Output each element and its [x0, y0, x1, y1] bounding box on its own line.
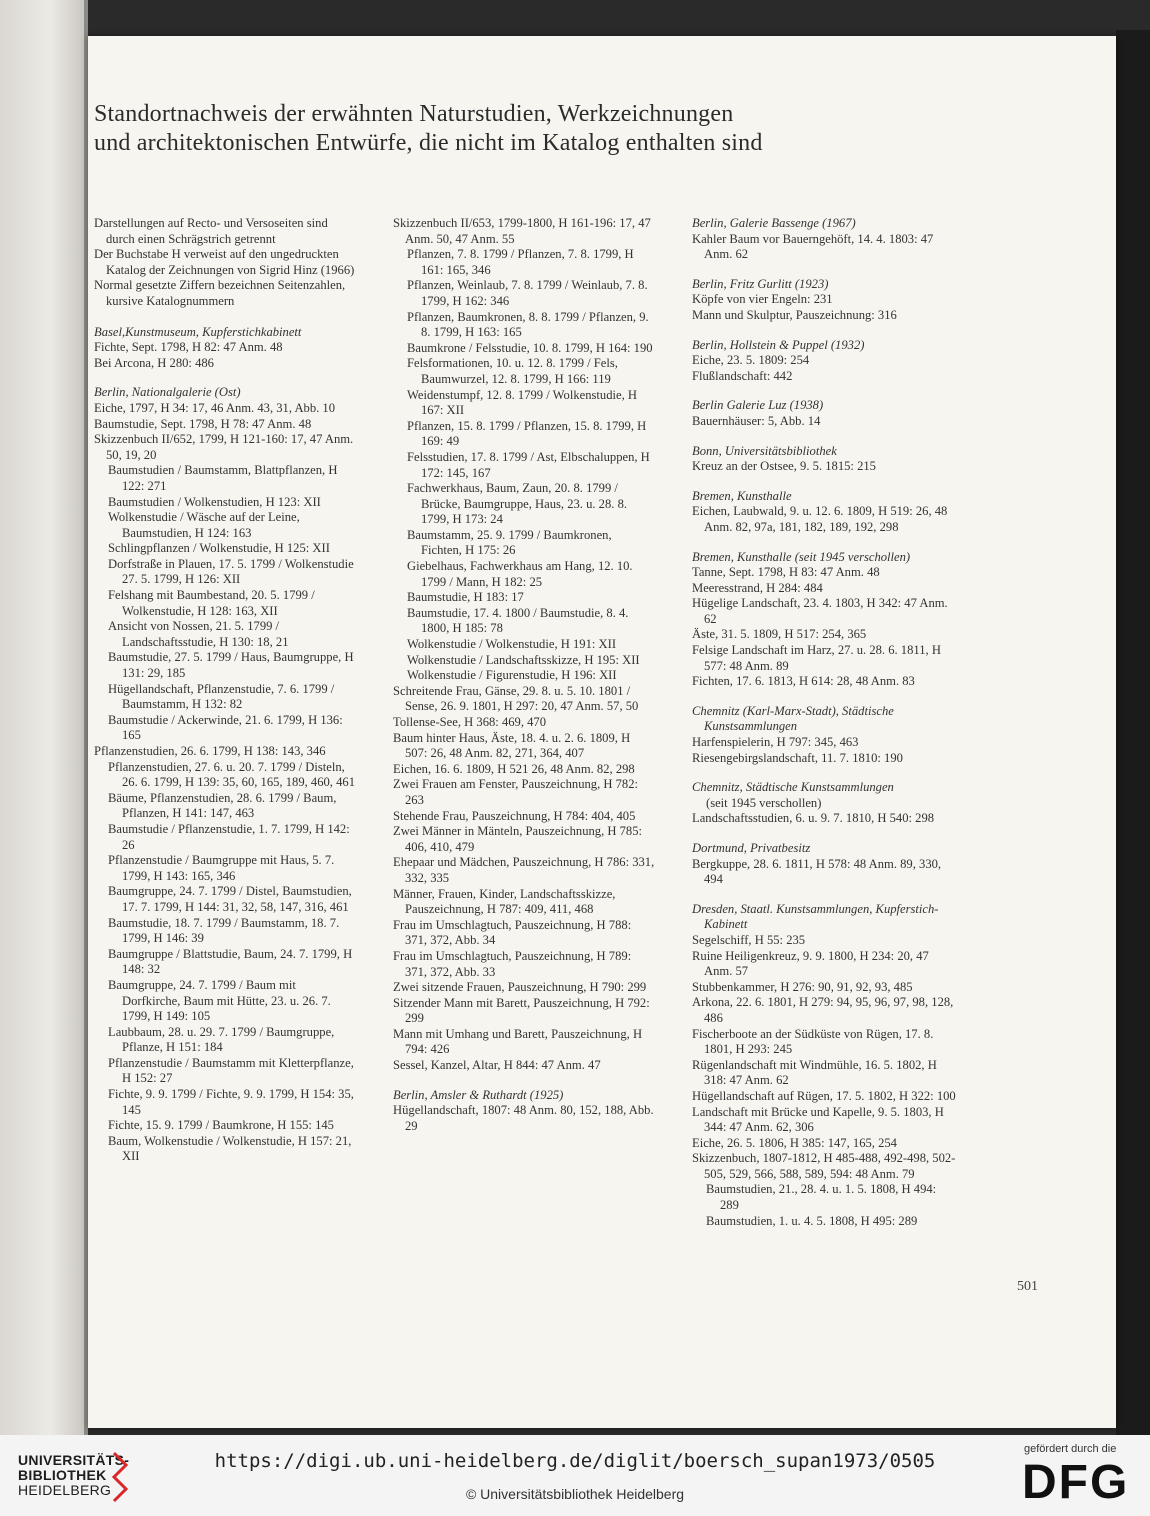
sub-entry: Ansicht von Nossen, 21. 5. 1799 / Landschaftsstudie, H 130: 18, 21 — [108, 619, 289, 649]
sub-entry: Baumkrone / Felsstudie, 10. 8. 1799, H 164: 190 — [407, 340, 653, 355]
entry: Schreitende Frau, Gänse, 29. 8. u. 5. 10. 1801 / Sense, 26. 9. 1801, H 297: 20, 47 Anm. 57, 50 — [393, 683, 639, 714]
entry: Männer, Frauen, Kinder, Landschaftsskizze, Pauszeichnung, H 787: 409, 411, 468 — [393, 886, 616, 917]
entry: Bauernhäuser: 5, Abb. 14 — [692, 413, 821, 428]
entry: Skizzenbuch, 1807-1812, H 485-488, 492-498, 502-505, 529, 566, 588, 589, 594: 48 Anm. 79 — [692, 1151, 956, 1181]
sub-entry: Pflanzenstudie / Baumgruppe mit Haus, 5. 7. 1799, H 143: 165, 346 — [108, 853, 335, 883]
entry: Fichte, Sept. 1798, H 82: 47 Anm. 48 — [94, 340, 283, 355]
location-heading: Dortmund, Privatbesitz — [692, 841, 811, 855]
sub-entry: Baumstudien / Baumstamm, Blattpflanzen, H 122: 271 — [108, 463, 338, 493]
entry: Fichten, 17. 6. 1813, H 614: 28, 48 Anm. 83 — [692, 674, 915, 689]
entry: Sitzender Mann mit Barett, Pauszeichnung, H 792: 299 — [393, 995, 650, 1026]
right-page-edge — [1116, 30, 1150, 1435]
entry: Eichen, Laubwald, 9. u. 12. 6. 1809, H 519: 26, 48 Anm. 82, 97a, 181, 182, 189, 192, 298 — [692, 504, 948, 534]
sub-entry: Baumgruppe / Blattstudie, Baum, 24. 7. 1799, H 148: 32 — [108, 946, 353, 977]
sub-entry: Bäume, Pflanzenstudien, 28. 6. 1799 / Baum, Pflanzen, H 141: 147, 463 — [108, 790, 337, 821]
sub-entry: Dorfstraße in Plauen, 17. 5. 1799 / Wolkenstudie 27. 5. 1799, H 126: XII — [108, 556, 354, 587]
sub-entry: Baumstamm, 25. 9. 1799 / Baumkronen, Fichten, H 175: 26 — [407, 527, 612, 558]
entry: Bergkuppe, 28. 6. 1811, H 578: 48 Anm. 89, 330, 494 — [692, 856, 942, 887]
sub-entry: Hügellandschaft, Pflanzenstudie, 7. 6. 1799 / Baumstamm, H 132: 82 — [108, 681, 335, 712]
permalink-url[interactable]: https://digi.ub.uni-heidelberg.de/diglit/boersch_supan1973/0505 — [214, 1450, 936, 1472]
entry: Tanne, Sept. 1798, H 83: 47 Anm. 48 — [692, 565, 880, 580]
sub-entry: Laubbaum, 28. u. 29. 7. 1799 / Baumgruppe, Pflanze, H 151: 184 — [108, 1024, 335, 1055]
sub-entry: Wolkenstudie / Figurenstudie, H 196: XII — [407, 668, 617, 683]
entry: Stehende Frau, Pauszeichnung, H 784: 404, 405 — [393, 808, 636, 823]
entry: Eiche, 23. 5. 1809: 254 — [692, 353, 810, 368]
intro-text: Der Buchstabe H verweist auf den ungedruckten Katalog der Zeichnungen von Sigrid Hinz (1966) — [94, 247, 355, 277]
sub-entry: Felsformationen, 10. u. 12. 8. 1799 / Fels, Baumwurzel, 12. 8. 1799, H 166: 119 — [407, 356, 618, 386]
entry: Kreuz an der Ostsee, 9. 5. 1815: 215 — [692, 459, 876, 474]
entry: Ehepaar und Mädchen, Pauszeichnung, H 786: 331, 332, 335 — [393, 855, 655, 885]
entry: Frau im Umschlagtuch, Pauszeichnung, H 789: 371, 372, Abb. 33 — [393, 948, 632, 979]
entry: Skizzenbuch II/653, 1799-1800, H 161-196: 17, 47 Anm. 50, 47 Anm. 55 — [393, 216, 651, 246]
entry: Felsige Landschaft im Harz, 27. u. 28. 6. 1811, H 577: 48 Anm. 89 — [692, 643, 941, 673]
page-title — [94, 100, 994, 158]
sub-entry: Pflanzen, Baumkronen, 8. 8. 1799 / Pflanzen, 9. 8. 1799, H 163: 165 — [407, 309, 649, 340]
sub-entry: Felshang mit Baumbestand, 20. 5. 1799 / Wolkenstudie, H 128: 163, XII — [108, 588, 315, 618]
sub-entry: Pflanzen, 15. 8. 1799 / Pflanzen, 15. 8. 1799, H 169: 49 — [407, 418, 647, 449]
page-number: 501 — [1017, 1279, 1038, 1294]
sub-entry: Baumstudien / Wolkenstudien, H 123: XII — [108, 494, 321, 509]
location-heading: Bonn, Universitätsbibliothek — [692, 443, 837, 458]
sub-entry: Baum, Wolkenstudie / Wolkenstudie, H 157: 21, XII — [108, 1133, 352, 1164]
entry: Flußlandschaft: 442 — [692, 368, 793, 383]
location-heading: Berlin, Hollstein & Puppel (1932) — [692, 337, 865, 352]
sub-entry: Fichte, 15. 9. 1799 / Baumkrone, H 155: 145 — [108, 1118, 334, 1133]
left-page-edge — [0, 0, 84, 1435]
sub-entry: Giebelhaus, Fachwerkhaus am Hang, 12. 10. 1799 / Mann, H 182: 25 — [407, 559, 633, 589]
entry: Zwei sitzende Frauen, Pauszeichnung, H 790: 299 — [393, 980, 647, 995]
location-heading: Berlin, Fritz Gurlitt (1923) — [692, 276, 829, 291]
entry: Zwei Männer in Mänteln, Pauszeichnung, H 785: 406, 410, 479 — [393, 824, 643, 854]
funding-caption: gefördert durch die — [1024, 1443, 1117, 1455]
sub-entry: Baumstudie, 18. 7. 1799 / Baumstamm, 18. 7. 1799, H 146: 39 — [108, 915, 340, 946]
entry: Landschaftsstudien, 6. u. 9. 7. 1810, H 540: 298 — [692, 811, 935, 826]
entry: Äste, 31. 5. 1809, H 517: 254, 365 — [692, 627, 867, 642]
location-heading: Bremen, Kunsthalle — [692, 488, 792, 503]
entry: Rügenlandschaft mit Windmühle, 16. 5. 1802, H 318: 47 Anm. 62 — [692, 1057, 937, 1088]
sub-entry: Baumstudie / Ackerwinde, 21. 6. 1799, H 136: 165 — [108, 712, 343, 743]
entry: Eiche, 26. 5. 1806, H 385: 147, 165, 254 — [692, 1135, 897, 1150]
location-heading: Bremen, Kunsthalle (seit 1945 verschollen) — [692, 549, 911, 564]
sub-entry: Baumstudien, 1. u. 4. 5. 1808, H 495: 289 — [706, 1213, 918, 1228]
entry: Mann mit Umhang und Barett, Pauszeichnung, H 794: 426 — [393, 1026, 643, 1057]
entry: Tollense-See, H 368: 469, 470 — [393, 715, 547, 729]
intro-text: Normal gesetzte Ziffern bezeichnen Seitenzahlen, kursive Katalognummern — [94, 278, 346, 308]
sub-entry: Wolkenstudie / Landschaftsskizze, H 195: XII — [407, 652, 640, 667]
sub-entry: Felsstudien, 17. 8. 1799 / Ast, Elbschaluppen, H 172: 145, 167 — [407, 449, 650, 480]
title-line-1: Standortnachweis der erwähnten Naturstudien, Werkzeichnungen — [94, 101, 734, 127]
sub-entry: Fichte, 9. 9. 1799 / Fichte, 9. 9. 1799, H 154: 35, 145 — [108, 1087, 354, 1117]
entry: Köpfe von vier Engeln: 231 — [692, 292, 833, 307]
entry: Eiche, 1797, H 34: 17, 46 Anm. 43, 31, Abb. 10 — [94, 400, 336, 415]
entry: Mann und Skulptur, Pauszeichnung: 316 — [692, 307, 897, 322]
location-heading: Basel,Kunstmuseum, Kupferstichkabinett — [94, 324, 302, 339]
entry: Fischerboote an der Südküste von Rügen, 17. 8. 1801, H 293: 245 — [692, 1026, 934, 1057]
location-heading: Berlin, Nationalgalerie (Ost) — [94, 385, 241, 400]
location-heading: Berlin Galerie Luz (1938) — [692, 398, 824, 413]
sub-entry: Baumstudie, 17. 4. 1800 / Baumstudie, 8. 4. 1800, H 185: 78 — [407, 605, 629, 636]
entry: Baum hinter Haus, Äste, 18. 4. u. 2. 6. 1809, H 507: 26, 48 Anm. 82, 271, 364, 407 — [393, 730, 631, 761]
location-heading: Berlin, Galerie Bassenge (1967) — [692, 216, 856, 230]
column-3 — [692, 216, 958, 1229]
sub-entry: Baumstudie, H 183: 17 — [407, 590, 524, 605]
sub-entry: Weidenstumpf, 12. 8. 1799 / Wolkenstudie, H 167: XII — [407, 387, 638, 418]
sub-entry: Baumstudie, 27. 5. 1799 / Haus, Baumgruppe, H 131: 29, 185 — [108, 650, 354, 681]
sub-entry: Pflanzenstudie / Baumstamm mit Kletterpflanze, H 152: 27 — [108, 1055, 354, 1086]
entry: Harfenspielerin, H 797: 345, 463 — [692, 735, 859, 750]
column-2 — [393, 216, 655, 1134]
location-heading: Chemnitz, Städtische Kunstsammlungen — [692, 780, 894, 795]
title-line-2: und architektonischen Entwürfe, die nicht im Katalog enthalten sind — [94, 130, 763, 156]
entry: Sessel, Kanzel, Altar, H 844: 47 Anm. 47 — [393, 1058, 601, 1073]
copyright-notice: © Universitätsbibliothek Heidelberg — [465, 1486, 685, 1502]
entry: Zwei Frauen am Fenster, Pauszeichnung, H 782: 263 — [393, 777, 639, 807]
entry: Eichen, 16. 6. 1809, H 521 26, 48 Anm. 82, 298 — [393, 761, 635, 776]
entry: Hügellandschaft, 1807: 48 Anm. 80, 152, 188, Abb. 29 — [393, 1103, 654, 1133]
location-heading: Dresden, Staatl. Kunstsammlungen, Kupferstich-Kabinett — [692, 901, 939, 932]
entry: Segelschiff, H 55: 235 — [692, 932, 806, 947]
sub-entry: Baumstudien, 21., 28. 4. u. 1. 5. 1808, H 494: 289 — [706, 1182, 937, 1213]
location-heading: Chemnitz (Karl-Marx-Stadt), Städtische Kunstsammlungen — [692, 703, 894, 734]
library-name-line3: HEIDELBERG — [18, 1482, 112, 1498]
entry: Kahler Baum vor Bauerngehöft, 14. 4. 1803: 47 Anm. 62 — [692, 231, 934, 262]
sub-entry: Wolkenstudie / Wäsche auf der Leine, Baumstudien, H 124: 163 — [108, 510, 300, 540]
sub-entry: Pflanzenstudien, 27. 6. u. 20. 7. 1799 / Disteln, 26. 6. 1799, H 139: 35, 60, 165, 189, 460, 461 — [108, 759, 355, 790]
location-heading: Berlin, Amsler & Ruthardt (1925) — [393, 1087, 564, 1102]
sub-entry: Fachwerkhaus, Baum, Zaun, 20. 8. 1799 / Brücke, Baumgruppe, Haus, 23. u. 28. 8. 1799, H 173: 24 — [407, 481, 628, 527]
sub-entry: Baumgruppe, 24. 7. 1799 / Distel, Baumstudien, 17. 7. 1799, H 144: 31, 32, 58, 147, 316, 461 — [108, 884, 352, 914]
sub-entry: Wolkenstudie / Wolkenstudie, H 191: XII — [407, 637, 617, 652]
viewer-footer — [0, 1435, 1150, 1516]
entry: Landschaft mit Brücke und Kapelle, 9. 5. 1803, H 344: 47 Anm. 62, 306 — [692, 1104, 944, 1135]
library-name-line2: BIBLIOTHEK — [18, 1467, 107, 1483]
column-1 — [94, 216, 356, 1165]
entry: Hügellandschaft auf Rügen, 17. 5. 1802, H 322: 100 — [692, 1088, 956, 1103]
entry: Meeresstrand, H 284: 484 — [692, 580, 823, 595]
sub-entry: Baumgruppe, 24. 7. 1799 / Baum mit Dorfkirche, Baum mit Hütte, 23. u. 26. 7. 1799, H 149: 105 — [108, 977, 331, 1024]
library-name-line1: UNIVERSITÄTS- — [18, 1452, 130, 1468]
sub-entry: Pflanzen, Weinlaub, 7. 8. 1799 / Weinlaub, 7. 8. 1799, H 162: 346 — [407, 278, 648, 308]
entry: Arkona, 22. 6. 1801, H 279: 94, 95, 96, 97, 98, 128, 486 — [692, 995, 954, 1025]
entry: Skizzenbuch II/652, 1799, H 121-160: 17, 47 Anm. 50, 19, 20 — [94, 432, 354, 462]
entry: Frau im Umschlagtuch, Pauszeichnung, H 788: 371, 372, Abb. 34 — [393, 917, 632, 948]
entry: Baumstudie, Sept. 1798, H 78: 47 Anm. 48 — [94, 416, 312, 431]
sub-entry: Baumstudie / Pflanzenstudie, 1. 7. 1799, H 142: 26 — [108, 821, 350, 852]
entry: Riesengebirgslandschaft, 11. 7. 1810: 190 — [692, 750, 903, 765]
entry: Pflanzenstudien, 26. 6. 1799, H 138: 143, 346 — [94, 744, 326, 758]
location-note: (seit 1945 verschollen) — [706, 795, 822, 810]
intro-text: Darstellungen auf Recto- und Versoseiten sind durch einen Schrägstrich getrennt — [94, 216, 328, 246]
dfg-logo[interactable]: DFG — [1022, 1456, 1130, 1509]
entry: Ruine Heiligenkreuz, 9. 9. 1800, H 234: 20, 47 Anm. 57 — [692, 948, 929, 979]
entry: Bei Arcona, H 280: 486 — [94, 355, 214, 370]
entry: Stubbenkammer, H 276: 90, 91, 92, 93, 485 — [692, 979, 913, 994]
entry: Hügelige Landschaft, 23. 4. 1803, H 342: 47 Anm. 62 — [692, 596, 948, 626]
sub-entry: Pflanzen, 7. 8. 1799 / Pflanzen, 7. 8. 1799, H 161: 165, 346 — [407, 247, 634, 277]
sub-entry: Schlingpflanzen / Wolkenstudie, H 125: XII — [108, 541, 330, 556]
